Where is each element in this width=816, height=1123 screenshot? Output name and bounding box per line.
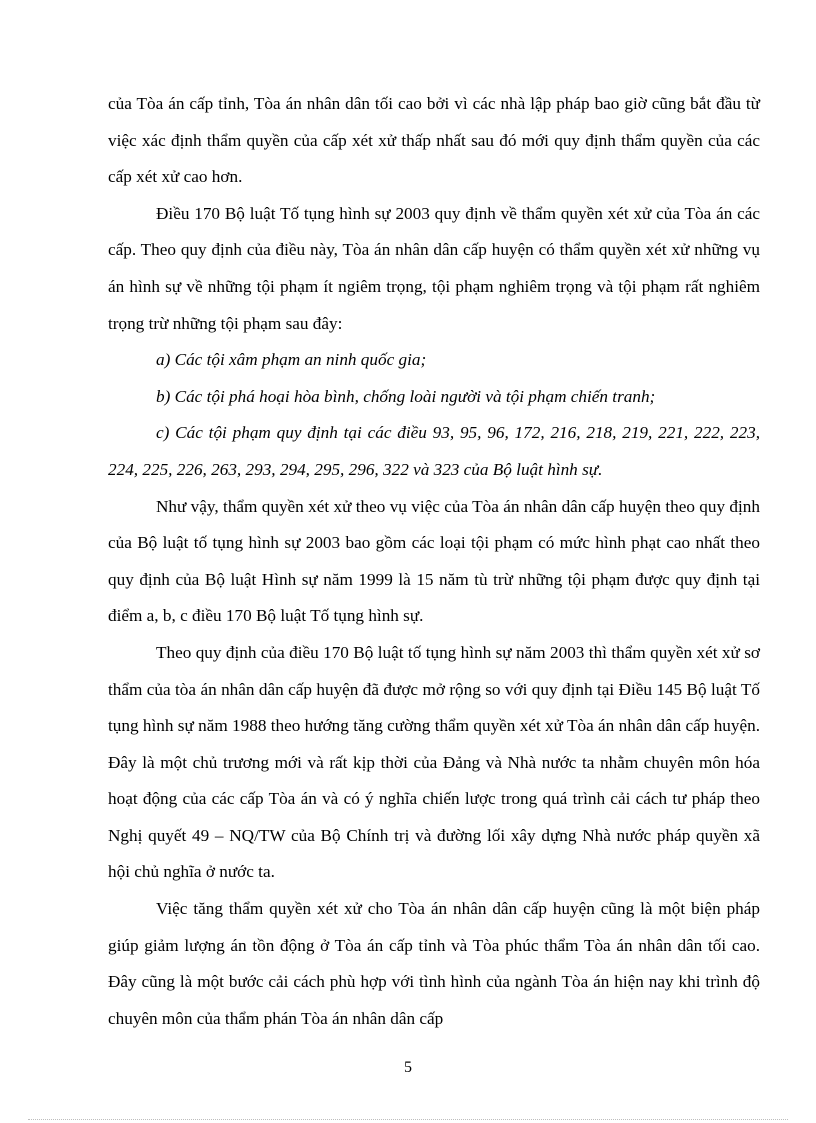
paragraph-article-170: Điều 170 Bộ luật Tố tụng hình sự 2003 quy định về thẩm quyền xét xử của Tòa án các cấp. Theo quy định của điều này, Tòa án nhân dân cấp huyện có thẩm quyền xét xử những vụ án hình sự về những tội phạm ít ngiêm trọng, tội phạm nghiêm trọng và tội phạm rất nghiêm trọng trừ những tội phạm sau đây: <box>108 203 760 333</box>
page-number: 5 <box>404 1059 412 1076</box>
list-item-c: c) Các tội phạm quy định tại các điều 93, 95, 96, 172, 216, 218, 219, 221, 222, 223, 224, 225, 226, 263, 293, 294, 295, 296, 322 và 323 của Bộ luật hình sự. <box>108 423 760 479</box>
list-item-b: b) Các tội phá hoại hòa bình, chống loài người và tội phạm chiến tranh; <box>156 386 656 406</box>
paragraph-expansion: Theo quy định của điều 170 Bộ luật tố tụng hình sự năm 2003 thì thẩm quyền xét xử sơ thẩm của tòa án nhân dân cấp huyện đã được mở rộng so với quy định tại Điều 145 Bộ luật Tố tụng hình sự năm 1988 theo hướng tăng cường thẩm quyền xét xử Tòa án nhân dân cấp huyện. Đây là một chủ trương mới và rất kịp thời của Đảng và Nhà nước ta nhằm chuyên môn hóa hoạt động của các cấp Tòa án và có ý nghĩa chiến lược trong quá trình cải cách tư pháp theo Nghị quyết 49 – NQ/TW của Bộ Chính trị và đường lối xây dựng Nhà nước pháp quyền xã hội chủ nghĩa ở nước ta. <box>108 642 760 882</box>
paragraph-summary: Như vậy, thẩm quyền xét xử theo vụ việc của Tòa án nhân dân cấp huyện theo quy định của Bộ luật tố tụng hình sự 2003 bao gồm các loại tội phạm có mức hình phạt cao nhất theo quy định của Bộ luật Hình sự năm 1999 là 15 năm tù trừ những tội phạm được quy định tại điểm a, b, c điều 170 Bộ luật Tố tụng hình sự. <box>108 496 760 626</box>
paragraph-continuation: của Tòa án cấp tỉnh, Tòa án nhân dân tối cao bởi vì các nhà lập pháp bao giờ cũng bắt đầu từ việc xác định thẩm quyền của cấp xét xử thấp nhất sau đó mới quy định thẩm quyền của các cấp xét xử cao hơn. <box>108 94 760 187</box>
list-item-a: a) Các tội xâm phạm an ninh quốc gia; <box>156 350 427 370</box>
page-bottom-divider <box>28 1119 788 1120</box>
paragraph-reform: Việc tăng thẩm quyền xét xử cho Tòa án nhân dân cấp huyện cũng là một biện pháp giúp giảm lượng án tồn động ở Tòa án cấp tỉnh và Tòa phúc thẩm Tòa án nhân dân tối cao. Đây cũng là một bước cải cách phù hợp với tình hình của ngành Tòa án hiện nay khi trình độ chuyên môn của thẩm phán Tòa án nhân dân cấp <box>108 899 760 1028</box>
body-text <box>108 86 760 1037</box>
